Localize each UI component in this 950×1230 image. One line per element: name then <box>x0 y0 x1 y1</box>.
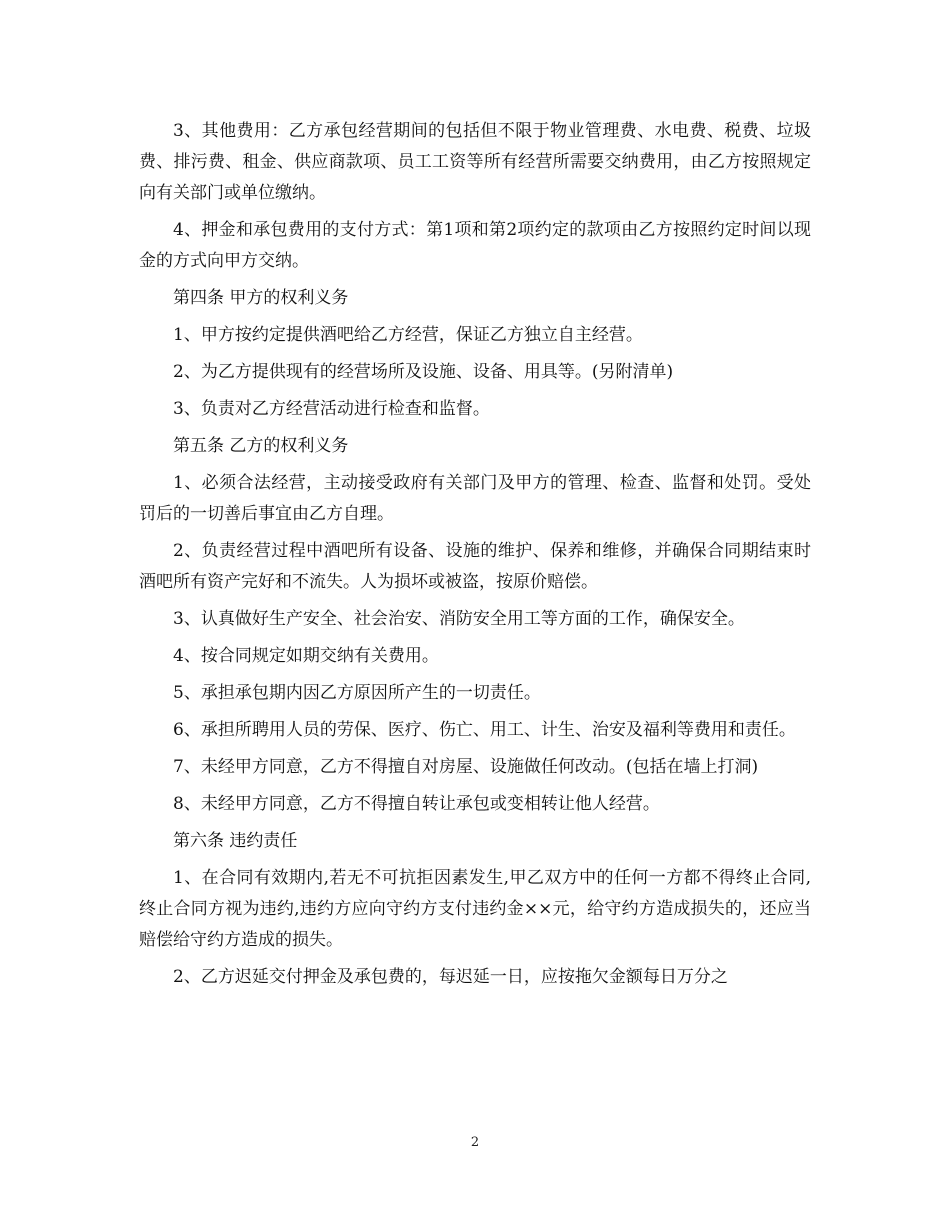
paragraph-party-b-item-2: 2、负责经营过程中酒吧所有设备、设施的维护、保养和维修，并确保合同期结束时酒吧所有资产完好和不流失。人为损坏或被盗，按原价赔偿。 <box>139 541 811 592</box>
paragraph-party-b-item-3: 3、认真做好生产安全、社会治安、消防安全用工等方面的工作，确保安全。 <box>173 609 745 629</box>
paragraph-other-fees: 3、其他费用：乙方承包经营期间的包括但不限于物业管理费、水电费、税费、垃圾费、排污费、租金、供应商款项、员工工资等所有经营所需要交纳费用，由乙方按照规定向有关部门或单位缴纳。 <box>139 121 811 203</box>
section-heading-article-5: 第五条 乙方的权利义务 <box>173 436 349 456</box>
paragraph-breach-item-2: 2、乙方迟延交付押金及承包费的，每迟延一日，应按拖欠金额每日万分之 <box>173 967 728 987</box>
paragraph-breach-item-1: 1、在合同有效期内,若无不可抗拒因素发生,甲乙双方中的任何一方都不得终止合同,终止合同方视为违约,违约方应向守约方支付违约金××元，给守约方造成损失的，还应当赔偿给守约方造成的损失。 <box>139 868 811 950</box>
section-heading-article-4: 第四条 甲方的权利义务 <box>173 288 349 308</box>
section-heading-article-6: 第六条 违约责任 <box>173 831 298 851</box>
paragraph-party-b-item-8: 8、未经甲方同意，乙方不得擅自转让承包或变相转让他人经营。 <box>173 794 660 814</box>
paragraph-party-a-item-1: 1、甲方按约定提供酒吧给乙方经营，保证乙方独立自主经营。 <box>173 325 643 345</box>
paragraph-party-a-item-3: 3、负责对乙方经营活动进行检查和监督。 <box>173 399 490 419</box>
page-number: 2 <box>470 1135 480 1150</box>
paragraph-party-b-item-1: 1、必须合法经营，主动接受政府有关部门及甲方的管理、检查、监督和处罚。受处罚后的一切善后事宜由乙方自理。 <box>139 473 811 524</box>
document-body <box>139 116 811 999</box>
paragraph-party-b-item-7: 7、未经甲方同意，乙方不得擅自对房屋、设施做任何改动。(包括在墙上打洞) <box>173 757 759 777</box>
paragraph-party-b-item-6: 6、承担所聘用人员的劳保、医疗、伤亡、用工、计生、治安及福利等费用和责任。 <box>173 720 796 740</box>
paragraph-payment-method: 4、押金和承包费用的支付方式：第1项和第2项约定的款项由乙方按照约定时间以现金的方式向甲方交纳。 <box>139 220 811 271</box>
paragraph-party-b-item-5: 5、承担承包期内因乙方原因所产生的一切责任。 <box>173 683 541 703</box>
paragraph-party-a-item-2: 2、为乙方提供现有的经营场所及设施、设备、用具等。(另附清单) <box>173 362 674 382</box>
paragraph-party-b-item-4: 4、按合同规定如期交纳有关费用。 <box>173 646 439 666</box>
